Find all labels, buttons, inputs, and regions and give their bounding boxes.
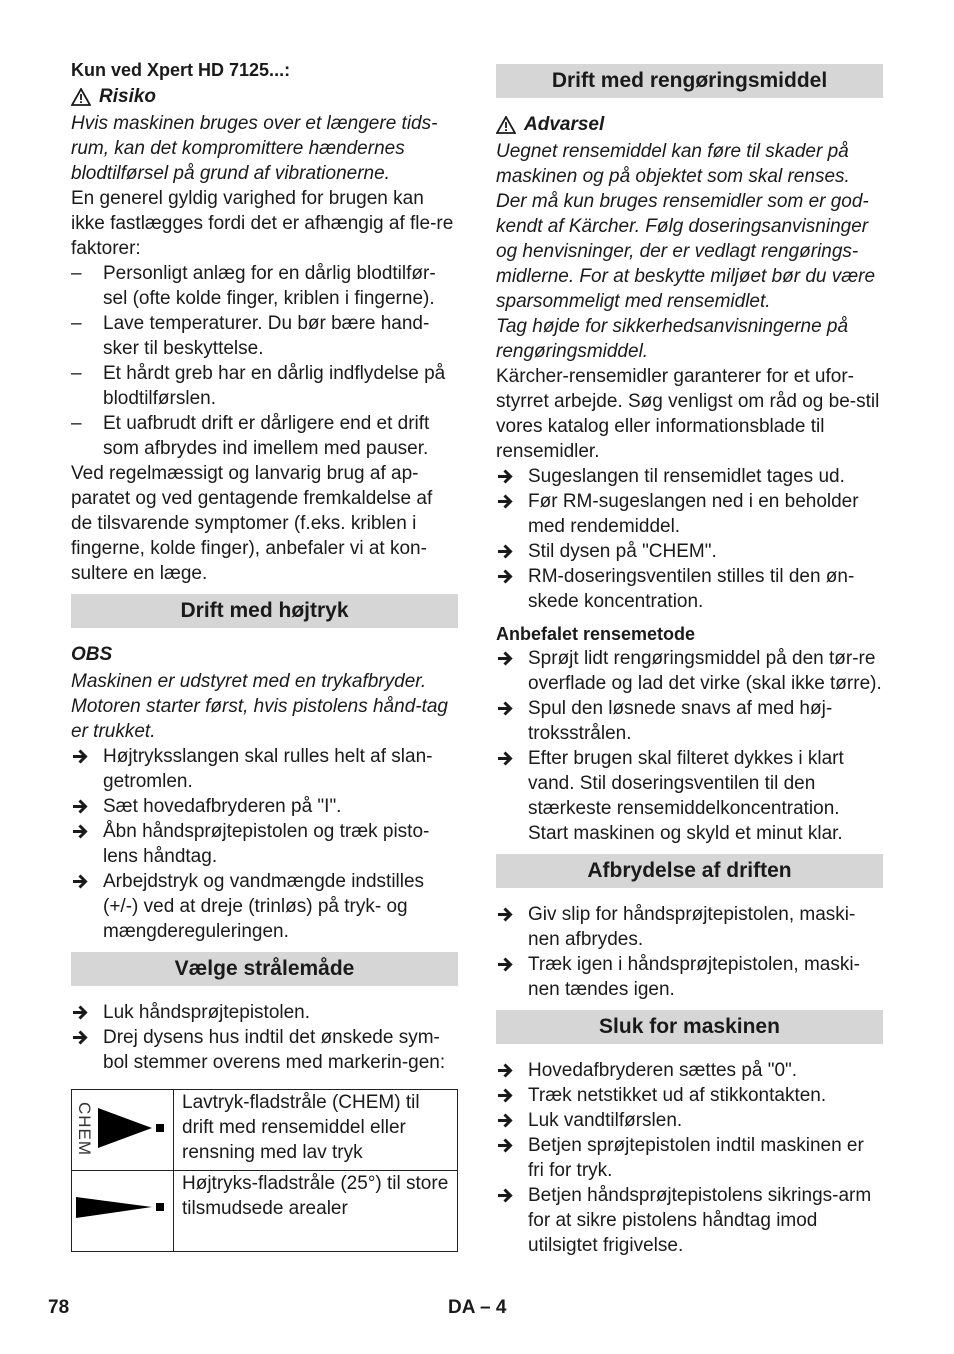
arrow-right-icon (496, 1138, 513, 1153)
list-item: Luk vandtilførslen. (496, 1108, 883, 1133)
warning-triangle-icon (71, 88, 91, 106)
right-column (496, 64, 883, 1258)
dash-marker: – (71, 413, 82, 434)
list-item: Sprøjt lidt rengøringsmiddel på den tør-re overflade og lad det virke (skal ikke tørre). (496, 646, 883, 696)
warning-triangle-icon (496, 116, 516, 134)
note-label: OBS (71, 644, 113, 665)
list-item: – Et hårdt greb har en dårlig indflydelse på blodtilførslen. (71, 363, 446, 409)
arrow-right-icon (496, 957, 513, 972)
arrow-right-icon (71, 824, 88, 839)
list-item: Betjen sprøjtepistolen indtil maskinen er fri for tryk. (496, 1133, 883, 1183)
section-title-spray-mode: Vælge strålemåde (71, 952, 458, 986)
risk-label (71, 84, 458, 109)
nozzle-description: Lavtryk-fladstråle (CHEM) til drift med rensemiddel eller rensning med lav tryk (174, 1090, 458, 1171)
warning-text: Uegnet rensemiddel kan føre til skader på maskinen og på objektet som skal renses. Der må kun bruges rensemidler som er god-kendt af Kärcher. Følg doseringsanvisninger og henvisninger, der er vedlagt rengørings-midlerne. For at beskytte miljøet bør du være sparsommeligt med rensemidlet. (496, 141, 876, 312)
arrow-right-icon (496, 1088, 513, 1103)
arrow-right-icon (71, 749, 88, 764)
nozzle-symbol-cell (72, 1090, 174, 1171)
list-item: – Et uafbrudt drift er dårligere end et drift som afbrydes ind imellem med pauser. (71, 413, 430, 459)
nozzle-table (71, 1089, 458, 1252)
dash-marker: – (71, 263, 82, 284)
warning-label-text: Advarsel (524, 114, 605, 135)
list-item: Giv slip for håndsprøjtepistolen, maski-nen afbrydes. (496, 902, 883, 952)
low-pressure-jet-icon (72, 1090, 171, 1168)
method-steps (496, 646, 883, 846)
arrow-right-icon (496, 1188, 513, 1203)
risk-text: Hvis maskinen bruges over et længere tids-rum, kan det kompromittere hændernes blodtilførsel på grund af vibrationerne. (71, 113, 438, 184)
list-item: Sæt hovedafbryderen på "I". (71, 794, 458, 819)
nozzle-symbol-cell (72, 1171, 174, 1252)
list-item: Før RM-sugeslangen ned i en beholder med rendemiddel. (496, 489, 883, 539)
high-pressure-steps (71, 744, 458, 944)
warning-text-2: Tag højde for sikkerhedsanvisningerne på rengøringsmiddel. (496, 316, 849, 362)
chem-label: CHEM (75, 1102, 94, 1157)
arrow-right-icon (496, 1063, 513, 1078)
arrow-right-icon (71, 874, 88, 889)
list-item: Betjen håndsprøjtepistolens sikrings-arm for at sikre pistolens håndtag imod utilsigtet frigivelse. (496, 1183, 883, 1258)
arrow-right-icon (496, 1113, 513, 1128)
left-column (71, 58, 458, 1252)
section-title-detergent: Drift med rengøringsmiddel (496, 64, 883, 98)
list-item: Luk håndsprøjtepistolen. (71, 1000, 458, 1025)
arrow-right-icon (496, 651, 513, 666)
high-pressure-jet-icon (72, 1171, 171, 1249)
list-item: Åbn håndsprøjtepistolen og træk pisto-lens håndtag. (71, 819, 458, 869)
section-title-interrupt: Afbrydelse af driften (496, 854, 883, 888)
list-item: Drej dysens hus indtil det ønskede sym-bol stemmer overens med markerin-gen: (71, 1025, 458, 1075)
arrow-right-icon (71, 1030, 88, 1045)
interrupt-steps (496, 902, 883, 1002)
list-item: RM-doseringsventilen stilles til den øn-skede koncentration. (496, 564, 883, 614)
risk-label-text: Risiko (99, 86, 157, 107)
detergent-steps (496, 464, 883, 614)
list-item: Efter brugen skal filteret dykkes i klart vand. Stil doseringsventilen til den stærkeste rensemiddelkoncentration. Start maskinen og skyld et minut klar. (496, 746, 883, 846)
list-item: Arbejdstryk og vandmængde indstilles (+/-) ved at dreje (trinløs) på tryk- og mængdereguleringen. (71, 869, 458, 944)
arrow-right-icon (496, 907, 513, 922)
info-text: Kärcher-rensemidler garanterer for et ufor-styrret arbejde. Søg venligst om råd og be-stil vores katalog eller informationsblade til rensemidler. (496, 366, 880, 462)
list-item: Træk igen i håndsprøjtepistolen, maski-nen tændes igen. (496, 952, 883, 1002)
model-heading: Kun ved Xpert HD 7125...: (71, 60, 291, 80)
list-item: Spul den løsnede snavs af med høj-troksstrålen. (496, 696, 883, 746)
list-item: Træk netstikket ud af stikkontakten. (496, 1083, 883, 1108)
arrow-right-icon (496, 469, 513, 484)
arrow-right-icon (71, 1005, 88, 1020)
arrow-right-icon (496, 701, 513, 716)
intro-text: En generel gyldig varighed for brugen kan ikke fastlægges fordi det er afhængig af fle-re faktorer: (71, 188, 454, 259)
warning-label (496, 112, 883, 137)
table-row (72, 1171, 458, 1252)
shutdown-steps (496, 1058, 883, 1258)
section-title-shutdown: Sluk for maskinen (496, 1010, 883, 1044)
method-title: Anbefalet rensemetode (496, 624, 696, 644)
spray-mode-steps (71, 1000, 458, 1075)
factor-list (71, 261, 458, 461)
section-title-high-pressure: Drift med højtryk (71, 594, 458, 628)
section-code: DA – 4 (448, 1297, 507, 1318)
list-item: Stil dysen på "CHEM". (496, 539, 883, 564)
arrow-right-icon (496, 569, 513, 584)
dash-marker: – (71, 363, 82, 384)
list-item: Højtryksslangen skal rulles helt af slan-getromlen. (71, 744, 458, 794)
note-text: Maskinen er udstyret med en trykafbryder. Motoren starter først, hvis pistolens hånd-tag er trukket. (71, 671, 448, 742)
arrow-right-icon (496, 751, 513, 766)
list-item: Sugeslangen til rensemidlet tages ud. (496, 464, 883, 489)
arrow-right-icon (71, 799, 88, 814)
arrow-right-icon (496, 494, 513, 509)
table-row (72, 1090, 458, 1171)
advice-text: Ved regelmæssigt og lanvarig brug af ap-paratet og ved gentagende fremkaldelse af de tilsvarende symptomer (f.eks. kriblen i fingerne, kolde finger), anbefaler vi at kon-sultere en læge. (71, 463, 433, 584)
list-item: Hovedafbryderen sættes på "0". (496, 1058, 883, 1083)
dash-marker: – (71, 313, 82, 334)
nozzle-description: Højtryks-fladstråle (25°) til store tilsmudsede arealer (174, 1171, 458, 1252)
list-item: – Personligt anlæg for en dårlig blodtilfør-sel (ofte kolde finger, kriblen i fingerne). (71, 263, 436, 309)
page-number: 78 (48, 1297, 70, 1318)
arrow-right-icon (496, 544, 513, 559)
list-item: – Lave temperaturer. Du bør bære hand-sker til beskyttelse. (71, 313, 430, 359)
